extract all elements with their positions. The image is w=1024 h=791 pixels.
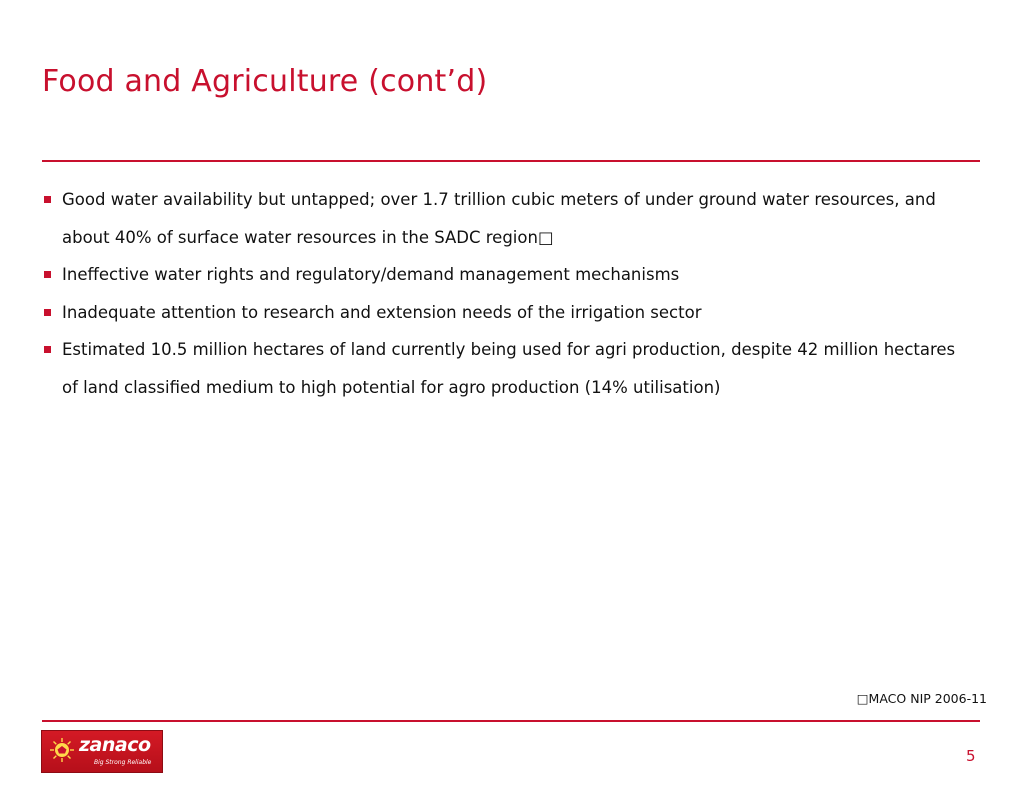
square-bullet-icon (44, 196, 51, 203)
slide-title: Food and Agriculture (cont’d) (42, 64, 488, 99)
title-divider (42, 160, 980, 162)
bullet-text: Ineffective water rights and regulatory/demand management mechanisms (62, 265, 680, 284)
square-bullet-icon (44, 271, 51, 278)
bullet-text: Estimated 10.5 million hectares of land currently being used for agri production, despite 42 million hectares of land classified medium to high potential for agro production (14% utilisation) (62, 340, 956, 397)
bullet-item (42, 181, 972, 256)
source-note: □MACO NIP 2006-11 (856, 691, 987, 706)
logo-tagline: Big Strong Reliable (94, 759, 152, 766)
sunburst-emblem-icon (49, 737, 75, 763)
bullet-text: Inadequate attention to research and extension needs of the irrigation sector (62, 302, 702, 322)
bullet-text: Good water availability but untapped; over 1.7 trillion cubic meters of under ground water resources, and about 40% of surface water resources in the SADC region□ (62, 190, 936, 247)
bullet-item (42, 331, 972, 406)
footer-divider (42, 720, 980, 722)
square-bullet-icon (44, 346, 51, 353)
logo-wordmark: zanaco (79, 734, 151, 756)
bullet-list (42, 181, 972, 406)
bullet-item (42, 256, 972, 294)
bullet-item (42, 294, 972, 332)
square-bullet-icon (44, 309, 51, 316)
zanaco-logo (41, 730, 163, 773)
page-number: 5 (966, 747, 976, 765)
